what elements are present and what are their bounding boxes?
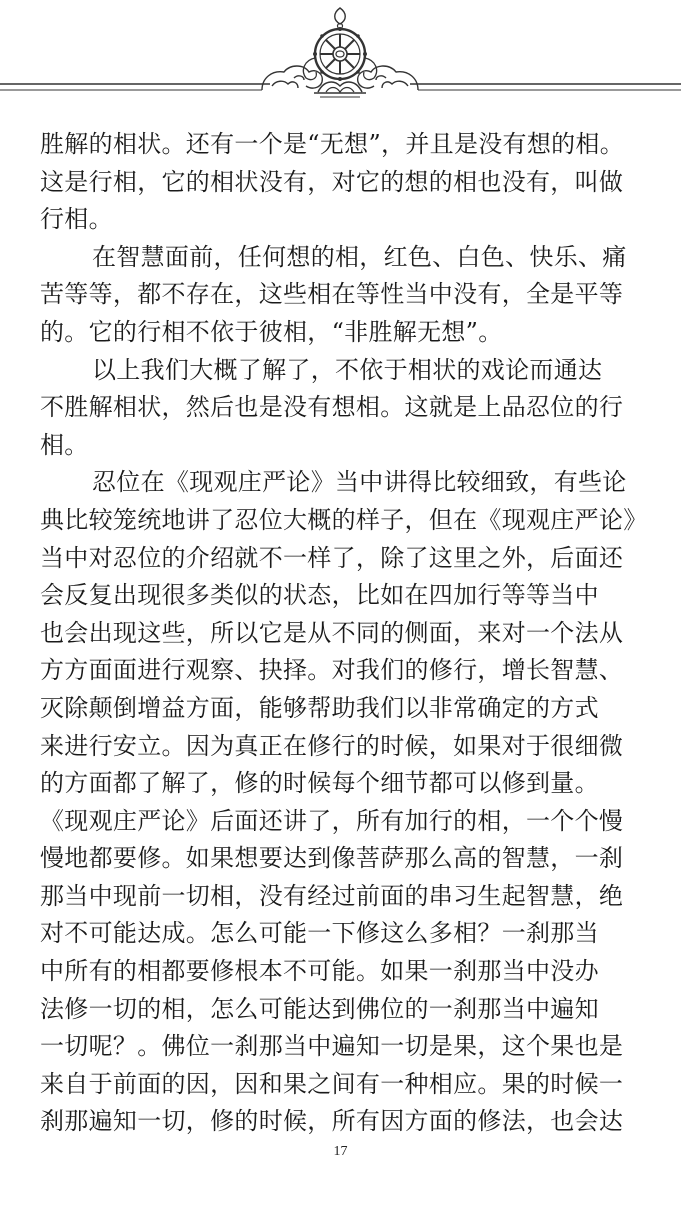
- text-line: 《现观庄严论》后面还讲了，所有加行的相，一个个慢: [40, 806, 624, 835]
- body-text: [40, 126, 652, 1141]
- text-line: 灭除颠倒增益方面，能够帮助我们以非常确定的方式: [40, 693, 599, 722]
- text-line: 苦等等，都不存在，这些相在等性当中没有，全是平等: [40, 280, 624, 309]
- page-header-ornament: [0, 0, 681, 110]
- text-line: 慢地都要修。如果想要达到像菩萨那么高的智慧，一刹: [40, 844, 624, 873]
- text-line: 对不可能达成。怎么可能一下修这么多相？一刹那当: [40, 919, 599, 948]
- dharma-wheel-icon: [303, 8, 376, 97]
- text-line: 相。: [40, 430, 89, 459]
- text-line: 在智慧面前，任何想的相，红色、白色、快乐、痛: [92, 242, 627, 271]
- text-line: 来自于前面的因，因和果之间有一种相应。果的时候一: [40, 1069, 624, 1098]
- text-line: 来进行安立。因为真正在修行的时候，如果对于很细微: [40, 731, 624, 760]
- text-line: 典比较笼统地讲了忍位大概的样子，但在《现观庄严论》: [40, 505, 648, 534]
- text-line: 以上我们大概了解了，不依于相状的戏论而通达: [92, 355, 603, 384]
- text-line: 的方面都了解了，修的时候每个细节都可以修到量。: [40, 769, 599, 798]
- text-line: 也会出现这些，所以它是从不同的侧面，来对一个法从: [40, 618, 624, 647]
- text-line: 的。它的行相不依于彼相，“非胜解无想”。: [40, 317, 503, 346]
- cloud-ornament-right-icon: [358, 66, 418, 90]
- cloud-ornament-left-icon: [262, 66, 322, 90]
- text-line: 这是行相，它的相状没有，对它的想的相也没有，叫做: [40, 167, 624, 196]
- text-line: 忍位在《现观庄严论》当中讲得比较细致，有些论: [92, 468, 627, 497]
- text-line: 法修一切的相，怎么可能达到佛位的一刹那当中遍知: [40, 994, 599, 1023]
- text-line: 刹那遍知一切，修的时候，所有因方面的修法，也会达: [40, 1107, 624, 1136]
- text-line: 中所有的相都要修根本不可能。如果一刹那当中没办: [40, 957, 599, 986]
- text-line: 会反复出现很多类似的状态，比如在四加行等等当中: [40, 581, 599, 610]
- text-line: 当中对忍位的介绍就不一样了，除了这里之外，后面还: [40, 543, 624, 572]
- text-line: 一切呢？。佛位一刹那当中遍知一切是果，这个果也是: [40, 1032, 624, 1061]
- text-line: 行相。: [40, 205, 113, 234]
- text-line: 不胜解相状，然后也是没有想相。这就是上品忍位的行: [40, 393, 624, 422]
- text-line: 方方面面进行观察、抉择。对我们的修行，增长智慧、: [40, 656, 624, 685]
- header-ornament-svg: [0, 0, 681, 110]
- text-line: 胜解的相状。还有一个是“无想”，并且是没有想的相。: [40, 130, 625, 158]
- page-number: 17: [333, 1144, 348, 1159]
- text-line: 那当中现前一切相，没有经过前面的串习生起智慧，绝: [40, 881, 624, 910]
